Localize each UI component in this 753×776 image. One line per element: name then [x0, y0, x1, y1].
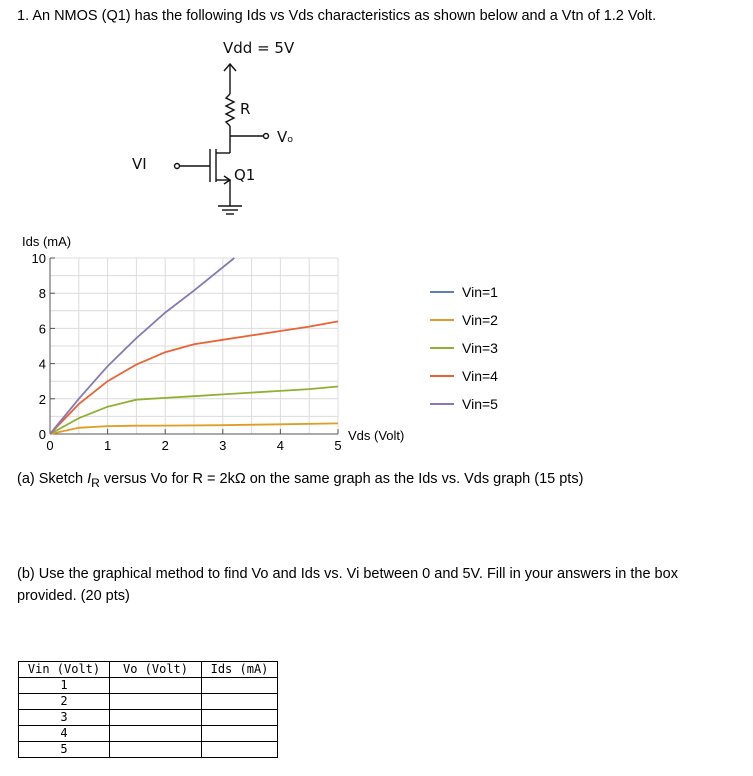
- legend-swatch: [430, 347, 454, 349]
- legend-swatch: [430, 403, 454, 405]
- legend-item: [430, 278, 498, 306]
- x-tick-label: 3: [219, 438, 227, 453]
- x-tick-label: 2: [161, 438, 169, 453]
- y-tick-label: 0: [38, 427, 46, 442]
- answer-table: [18, 661, 278, 758]
- y-tick-label: 4: [38, 356, 46, 372]
- ids-answer-cell[interactable]: [202, 742, 278, 758]
- vin-cell: 4: [19, 726, 110, 742]
- vo-answer-cell[interactable]: [110, 694, 202, 710]
- legend-label: Vin=4: [462, 368, 498, 384]
- vdd-label: Vdd = 5V: [223, 39, 295, 57]
- vdd-arrow-icon: [224, 64, 236, 94]
- legend-swatch: [430, 319, 454, 321]
- y-tick-label: 2: [38, 391, 46, 407]
- vo-answer-cell[interactable]: [110, 678, 202, 694]
- r-label: R: [240, 100, 251, 118]
- table-row: [19, 726, 278, 742]
- table-row: [19, 742, 278, 758]
- ids-answer-cell[interactable]: [202, 694, 278, 710]
- x-axis-label: Vds (Volt): [348, 428, 405, 443]
- table-row: [19, 694, 278, 710]
- x-tick-label: 1: [103, 438, 112, 453]
- nmos-transistor-icon: [175, 146, 243, 214]
- y-tick-label: 10: [31, 251, 46, 266]
- part-b-text: (b) Use the graphical method to find Vo and Ids vs. Vi between 0 and 5V. Fill in your answers in the box provided. (20 pts): [17, 566, 678, 604]
- legend-label: Vin=1: [462, 284, 498, 300]
- ids-answer-cell[interactable]: [202, 678, 278, 694]
- vo-answer-cell[interactable]: [110, 710, 202, 726]
- table-row: [19, 678, 278, 694]
- y-tick-label: 8: [38, 286, 46, 302]
- vin-cell: 3: [19, 710, 110, 726]
- y-tick-label: 6: [38, 321, 46, 337]
- y-axis-label: Ids (mA): [22, 234, 72, 249]
- table-row: [19, 710, 278, 726]
- legend-item: [430, 362, 498, 390]
- resistor-icon: [226, 94, 234, 126]
- vo-answer-cell[interactable]: [110, 742, 202, 758]
- vi-label: VI: [132, 155, 147, 173]
- legend-item: [430, 334, 498, 362]
- x-tick-label: 5: [334, 438, 342, 453]
- vin-cell: 5: [19, 742, 110, 758]
- part-a-text: (a) Sketch $I_R$ versus Vo for R = 2kΩ on the same graph as the Ids vs. Vds graph (15 pts): [17, 471, 584, 490]
- q1-label: Q1: [234, 166, 256, 184]
- vin-cell: 2: [19, 694, 110, 710]
- table-header-vo: Vo (Volt): [110, 662, 202, 678]
- table-header-vin: Vin (Volt): [19, 662, 110, 678]
- legend-item: [430, 390, 498, 418]
- chart-legend: [430, 278, 498, 418]
- vo-label: Vₒ: [277, 128, 294, 146]
- ids-answer-cell[interactable]: [202, 726, 278, 742]
- nmos-circuit-diagram: [120, 36, 340, 222]
- legend-label: Vin=5: [462, 396, 498, 412]
- question-title: 1. An NMOS (Q1) has the following Ids vs Vds characteristics as shown below and a Vtn of 1.2 Volt.: [17, 8, 657, 24]
- legend-label: Vin=2: [462, 312, 498, 328]
- x-tick-label: 4: [276, 438, 285, 453]
- legend-swatch: [430, 375, 454, 377]
- legend-label: Vin=3: [462, 340, 498, 356]
- ids-answer-cell[interactable]: [202, 710, 278, 726]
- legend-item: [430, 306, 498, 334]
- x-tick-label: 0: [46, 438, 54, 453]
- vo-answer-cell[interactable]: [110, 726, 202, 742]
- legend-swatch: [430, 291, 454, 293]
- vin-cell: 1: [19, 678, 110, 694]
- table-header-ids: Ids (mA): [202, 662, 278, 678]
